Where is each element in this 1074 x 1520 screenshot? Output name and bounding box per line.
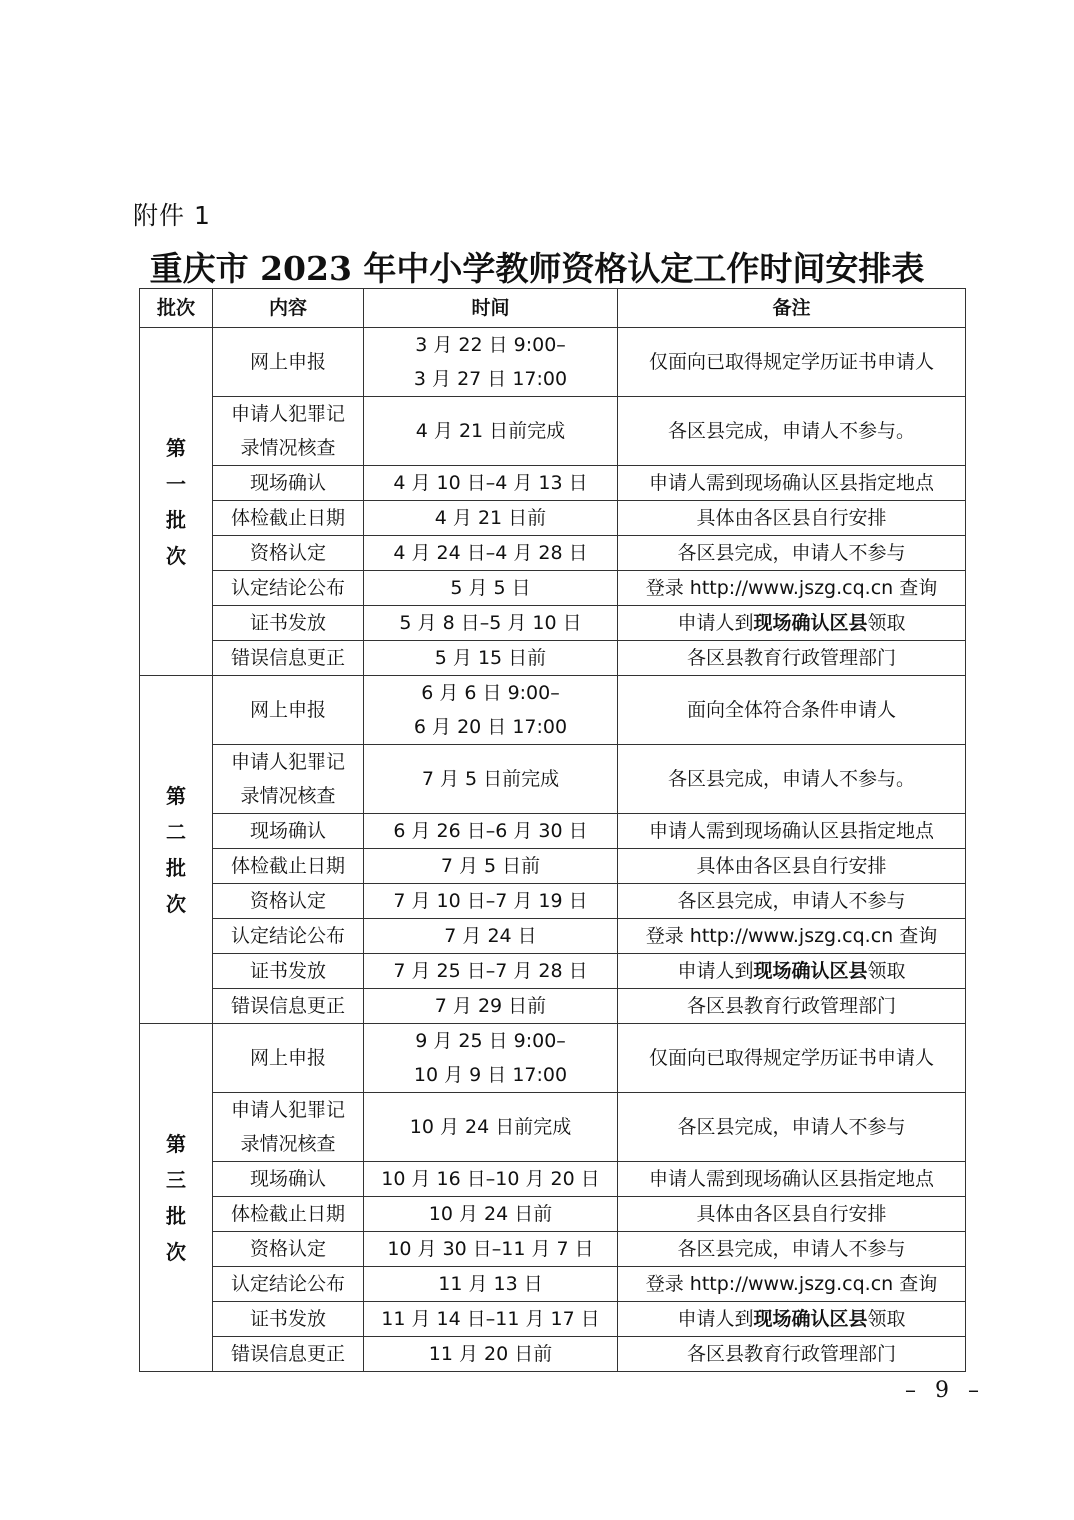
table-row <box>140 745 966 814</box>
table-row <box>140 849 966 884</box>
batch-name-char: 批 <box>166 1203 186 1228</box>
content-cell: 网上申报 <box>213 328 364 397</box>
time-line: 10 月 9 日 17:00 <box>413 1064 568 1086</box>
time-cell: 10 月 24 日前 <box>364 1197 618 1232</box>
note-part: 领取 <box>867 1308 906 1330</box>
batch-name-char: 批 <box>166 507 186 532</box>
note-cell: 各区县教育行政管理部门 <box>618 641 966 676</box>
note-cell: 各区县完成，申请人不参与。 <box>618 397 966 466</box>
content-cell: 现场确认 <box>213 814 364 849</box>
note-cell: 具体由各区县自行安排 <box>618 1197 966 1232</box>
time-cell: 10 月 16 日–10 月 20 日 <box>364 1162 618 1197</box>
batch-name-char: 次 <box>166 543 186 568</box>
content-cell: 网上申报 <box>213 1024 364 1093</box>
table-row <box>140 1302 966 1337</box>
note-cell: 申请人需到现场确认区县指定地点 <box>618 1162 966 1197</box>
content-cell <box>213 1093 364 1162</box>
table-row <box>140 1162 966 1197</box>
time-line: 6 月 6 日 9:00– <box>421 682 560 704</box>
time-cell <box>364 328 618 397</box>
time-cell: 11 月 13 日 <box>364 1267 618 1302</box>
batch-cell <box>140 1024 213 1372</box>
document-title: 重庆市 2023 年中小学教师资格认定工作时间安排表 <box>149 249 925 288</box>
content-cell: 资格认定 <box>213 884 364 919</box>
time-cell: 6 月 26 日–6 月 30 日 <box>364 814 618 849</box>
note-cell: 各区县完成，申请人不参与 <box>618 1093 966 1162</box>
time-cell: 7 月 24 日 <box>364 919 618 954</box>
table-row <box>140 536 966 571</box>
table-row <box>140 1267 966 1302</box>
time-line: 6 月 20 日 17:00 <box>413 716 568 738</box>
table-row <box>140 501 966 536</box>
content-line: 录情况核查 <box>240 785 336 807</box>
batch-cell <box>140 328 213 676</box>
table-row <box>140 1197 966 1232</box>
content-cell: 体检截止日期 <box>213 501 364 536</box>
table-row <box>140 676 966 745</box>
note-cell: 各区县完成，申请人不参与 <box>618 884 966 919</box>
note-cell: 登录 http://www.jszg.cq.cn 查询 <box>618 571 966 606</box>
content-cell: 网上申报 <box>213 676 364 745</box>
time-line: 9 月 25 日 9:00– <box>415 1030 566 1052</box>
note-emphasis: 现场确认区县 <box>753 612 868 634</box>
content-line: 申请人犯罪记 <box>230 1099 345 1121</box>
content-cell: 资格认定 <box>213 536 364 571</box>
content-cell: 体检截止日期 <box>213 849 364 884</box>
note-cell: 面向全体符合条件申请人 <box>618 676 966 745</box>
time-cell: 4 月 10 日–4 月 13 日 <box>364 466 618 501</box>
note-part: 申请人到 <box>677 1308 754 1330</box>
content-cell: 认定结论公布 <box>213 919 364 954</box>
note-cell: 各区县教育行政管理部门 <box>618 989 966 1024</box>
time-cell: 4 月 21 日前完成 <box>364 397 618 466</box>
table-row <box>140 466 966 501</box>
time-cell: 7 月 5 日前 <box>364 849 618 884</box>
note-cell: 仅面向已取得规定学历证书申请人 <box>618 328 966 397</box>
time-cell <box>364 1024 618 1093</box>
content-cell: 现场确认 <box>213 1162 364 1197</box>
table-row <box>140 1024 966 1093</box>
content-cell: 资格认定 <box>213 1232 364 1267</box>
note-cell <box>618 606 966 641</box>
time-cell: 5 月 5 日 <box>364 571 618 606</box>
time-cell: 5 月 8 日–5 月 10 日 <box>364 606 618 641</box>
note-part: 领取 <box>867 612 906 634</box>
table-row <box>140 571 966 606</box>
content-cell: 错误信息更正 <box>213 641 364 676</box>
content-line: 申请人犯罪记 <box>230 403 345 425</box>
batch-name-char: 第 <box>166 783 186 808</box>
table-row <box>140 919 966 954</box>
note-emphasis: 现场确认区县 <box>753 960 868 982</box>
batch-name-char: 一 <box>166 471 186 496</box>
note-cell: 申请人需到现场确认区县指定地点 <box>618 466 966 501</box>
note-cell <box>618 1302 966 1337</box>
time-cell: 5 月 15 日前 <box>364 641 618 676</box>
content-cell: 证书发放 <box>213 1302 364 1337</box>
time-cell: 11 月 20 日前 <box>364 1337 618 1372</box>
attachment-label: 附件 1 <box>133 201 211 230</box>
time-cell: 4 月 21 日前 <box>364 501 618 536</box>
time-line: 3 月 22 日 9:00– <box>415 334 566 356</box>
note-cell: 各区县完成，申请人不参与 <box>618 536 966 571</box>
header-time: 时间 <box>364 289 618 328</box>
table-row <box>140 328 966 397</box>
note-cell: 具体由各区县自行安排 <box>618 501 966 536</box>
content-cell <box>213 397 364 466</box>
batch-name-char: 三 <box>166 1167 186 1192</box>
note-part: 申请人到 <box>677 960 754 982</box>
note-cell: 各区县完成，申请人不参与。 <box>618 745 966 814</box>
content-cell: 错误信息更正 <box>213 1337 364 1372</box>
note-cell: 各区县教育行政管理部门 <box>618 1337 966 1372</box>
time-cell: 7 月 29 日前 <box>364 989 618 1024</box>
note-cell <box>618 954 966 989</box>
time-cell: 4 月 24 日–4 月 28 日 <box>364 536 618 571</box>
note-cell: 仅面向已取得规定学历证书申请人 <box>618 1024 966 1093</box>
batch-name-char: 批 <box>166 855 186 880</box>
header-batch: 批次 <box>140 289 213 328</box>
note-cell: 登录 http://www.jszg.cq.cn 查询 <box>618 1267 966 1302</box>
content-line: 录情况核查 <box>240 437 336 459</box>
table-row <box>140 884 966 919</box>
table-row <box>140 954 966 989</box>
content-cell: 错误信息更正 <box>213 989 364 1024</box>
time-cell: 10 月 24 日前完成 <box>364 1093 618 1162</box>
content-cell: 认定结论公布 <box>213 571 364 606</box>
schedule-body <box>140 328 966 1372</box>
batch-name-char: 次 <box>166 891 186 916</box>
content-cell: 现场确认 <box>213 466 364 501</box>
schedule-table <box>139 288 966 1372</box>
batch-name-char: 第 <box>166 1131 186 1156</box>
table-row <box>140 1337 966 1372</box>
table-row <box>140 606 966 641</box>
batch-name-char: 二 <box>166 819 186 844</box>
time-cell: 10 月 30 日–11 月 7 日 <box>364 1232 618 1267</box>
batch-name-char: 第 <box>166 435 186 460</box>
content-cell: 证书发放 <box>213 954 364 989</box>
table-row <box>140 814 966 849</box>
page-number: – 9 – <box>905 1378 985 1403</box>
header-note: 备注 <box>618 289 966 328</box>
table-row <box>140 989 966 1024</box>
content-cell <box>213 745 364 814</box>
time-cell: 7 月 10 日–7 月 19 日 <box>364 884 618 919</box>
content-cell: 证书发放 <box>213 606 364 641</box>
content-cell: 体检截止日期 <box>213 1197 364 1232</box>
content-line: 录情况核查 <box>240 1133 336 1155</box>
note-cell: 申请人需到现场确认区县指定地点 <box>618 814 966 849</box>
note-cell: 登录 http://www.jszg.cq.cn 查询 <box>618 919 966 954</box>
time-line: 3 月 27 日 17:00 <box>413 368 568 390</box>
time-cell: 7 月 5 日前完成 <box>364 745 618 814</box>
header-content: 内容 <box>213 289 364 328</box>
note-part: 申请人到 <box>677 612 754 634</box>
time-cell <box>364 676 618 745</box>
batch-name-char: 次 <box>166 1239 186 1264</box>
table-row <box>140 1093 966 1162</box>
header-row <box>140 289 966 328</box>
note-cell: 具体由各区县自行安排 <box>618 849 966 884</box>
content-cell: 认定结论公布 <box>213 1267 364 1302</box>
time-cell: 7 月 25 日–7 月 28 日 <box>364 954 618 989</box>
note-emphasis: 现场确认区县 <box>753 1308 868 1330</box>
table-row <box>140 641 966 676</box>
content-line: 申请人犯罪记 <box>230 751 345 773</box>
batch-cell <box>140 676 213 1024</box>
time-cell: 11 月 14 日–11 月 17 日 <box>364 1302 618 1337</box>
table-row <box>140 397 966 466</box>
note-part: 领取 <box>867 960 906 982</box>
note-cell: 各区县完成，申请人不参与 <box>618 1232 966 1267</box>
table-row <box>140 1232 966 1267</box>
